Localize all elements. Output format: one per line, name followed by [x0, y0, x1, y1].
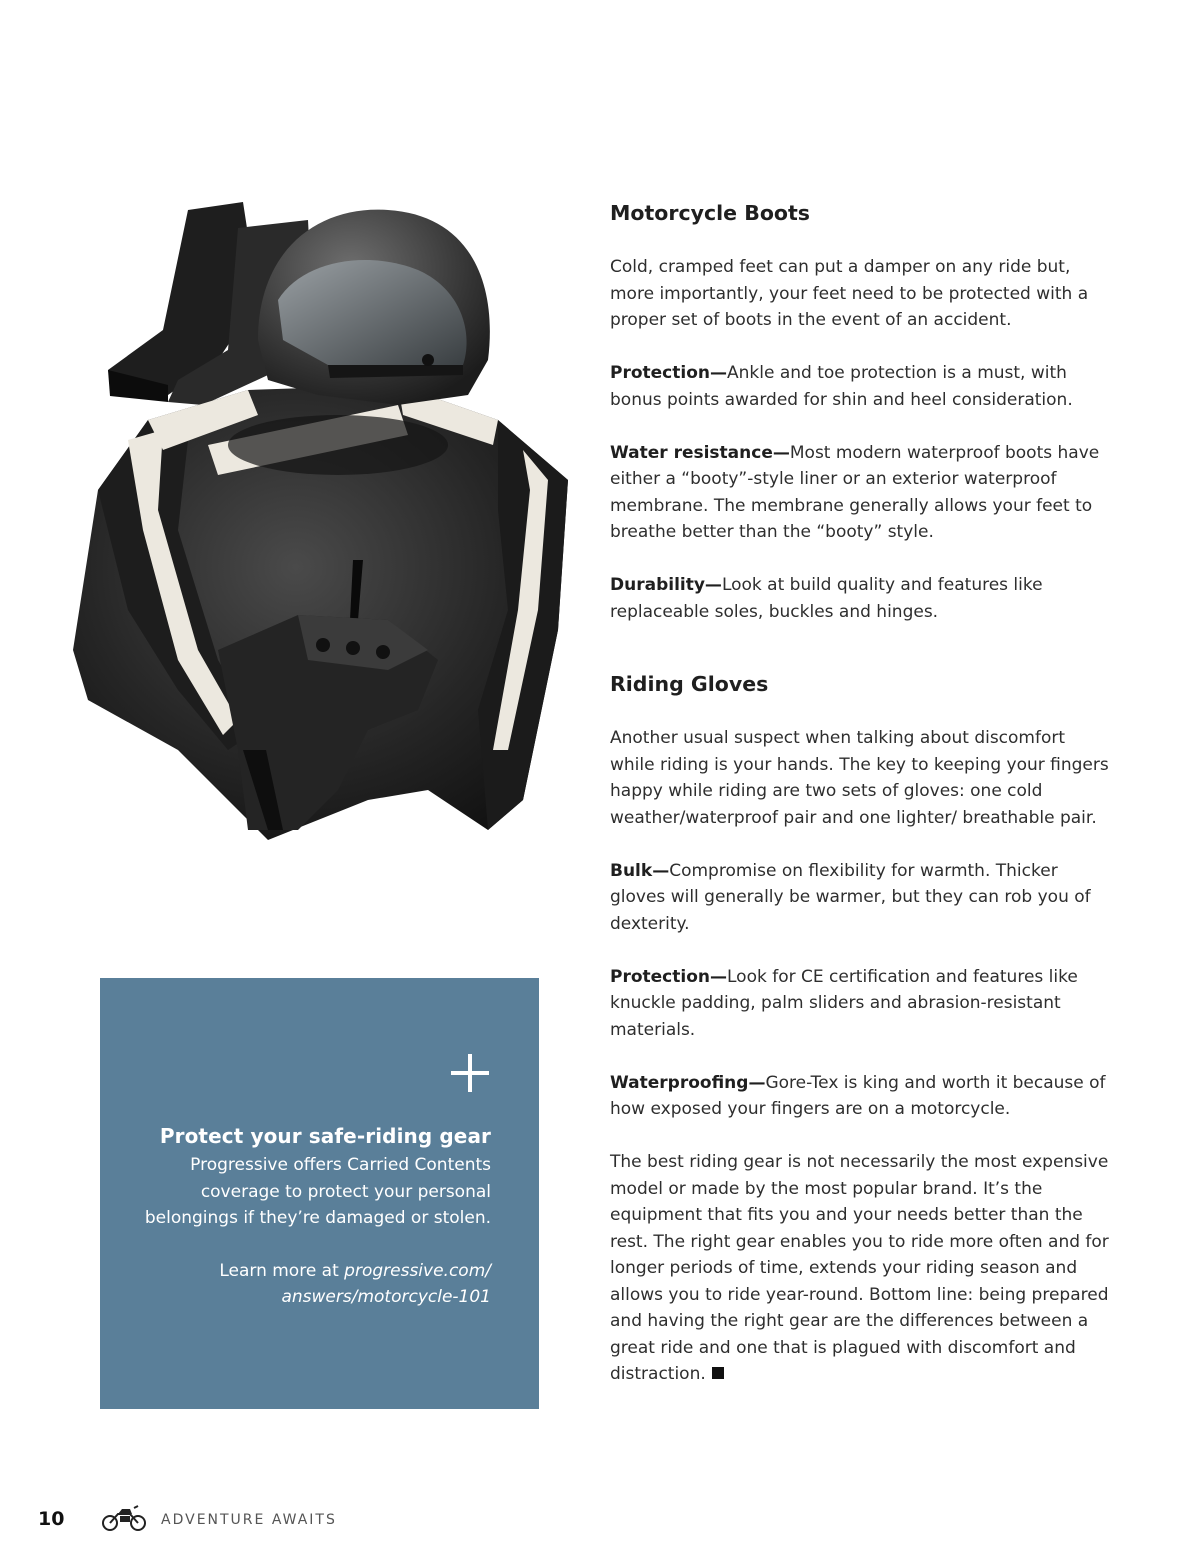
boots-item-protection: [610, 360, 1115, 413]
boots-intro: Cold, cramped feet can put a damper on any ride but, more importantly, your feet need to be protected with a proper set of boots in the event of an accident.: [610, 257, 1089, 330]
promo-body: Progressive offers Carried Contents coverage to protect your personal belongings if they’re damaged or stolen.: [144, 1155, 491, 1228]
coverage-promo-box: [100, 978, 539, 1409]
gloves-text-protection: Look for CE certification and features like knuckle padding, palm sliders and abrasion-resistant materials.: [610, 966, 1078, 1040]
page-footer: [38, 1500, 438, 1540]
boots-term-durability: Durability—: [610, 575, 722, 595]
gloves-heading: Riding Gloves: [610, 672, 769, 696]
end-mark-icon: [712, 1367, 724, 1379]
boots-text-water-resistance: Most modern waterproof boots have either a “booty”-style liner or an exterior waterproof membrane. The membrane generally allows your feet to breathe better than the “booty” style.: [610, 442, 1100, 542]
gloves-item-protection: [610, 964, 1115, 1044]
boots-text-durability: Look at build quality and features like replaceable soles, buckles and hinges.: [610, 575, 1043, 622]
learn-more-prefix: Learn more at: [219, 1260, 345, 1281]
conclusion-paragraph: [610, 1149, 1115, 1388]
promo-title: Protect your safe-riding gear: [159, 1124, 491, 1148]
gloves-term-bulk: Bulk—: [610, 860, 670, 881]
page-number: 10: [38, 1508, 65, 1530]
boots-text-protection: Ankle and toe protection is a must, with bonus points awarded for shin and heel consideration.: [610, 363, 1073, 410]
section-title: ADVENTURE AWAITS: [161, 1512, 337, 1528]
gloves-text-waterproofing: Gore-Tex is king and worth it because of how exposed your fingers are on a motorcycle.: [610, 1072, 1106, 1119]
boots-term-protection: Protection—: [610, 363, 727, 383]
boots-item-durability: [610, 572, 1115, 625]
promo-learn-more: [111, 1258, 491, 1311]
promo-text: [111, 1124, 491, 1311]
conclusion-text: The best riding gear is not necessarily the most expensive model or made by the most popular brand. It’s the equipment that fits you and your needs better than the rest. The right gear enables you to ride more often and for longer periods of time, extends your riding season and allows you to ride year-round. Bottom line: being prepared and having the right gear are the differences between a great ride and one that is plagued with discomfort and distraction.: [610, 1152, 1109, 1384]
plus-icon: [451, 1054, 489, 1092]
boots-heading: Motorcycle Boots: [610, 201, 811, 225]
article-column: [610, 198, 1115, 1388]
riding-gear-photo: [68, 190, 580, 880]
gloves-term-protection: Protection—: [610, 966, 727, 987]
gear-illustration: [68, 190, 580, 880]
gloves-term-waterproofing: Waterproofing—: [610, 1072, 766, 1093]
gloves-text-bulk: Compromise on flexibility for warmth. Thicker gloves will generally be warmer, but they can rob you of dexterity.: [610, 860, 1091, 934]
boots-term-water-resistance: Water resistance—: [610, 442, 790, 463]
gloves-intro: Another usual suspect when talking about discomfort while riding is your hands. The key to keeping your fingers happy while riding are two sets of gloves: one cold weather/waterproof pair and one lighter/ breathable pair.: [610, 728, 1109, 828]
boots-item-water-resistance: [610, 440, 1115, 546]
gloves-item-bulk: [610, 858, 1115, 938]
learn-more-link[interactable]: progressive.com/ answers/motorcycle-101: [281, 1260, 491, 1307]
gloves-item-waterproofing: [610, 1070, 1115, 1123]
motorcycle-icon: [100, 1502, 148, 1532]
